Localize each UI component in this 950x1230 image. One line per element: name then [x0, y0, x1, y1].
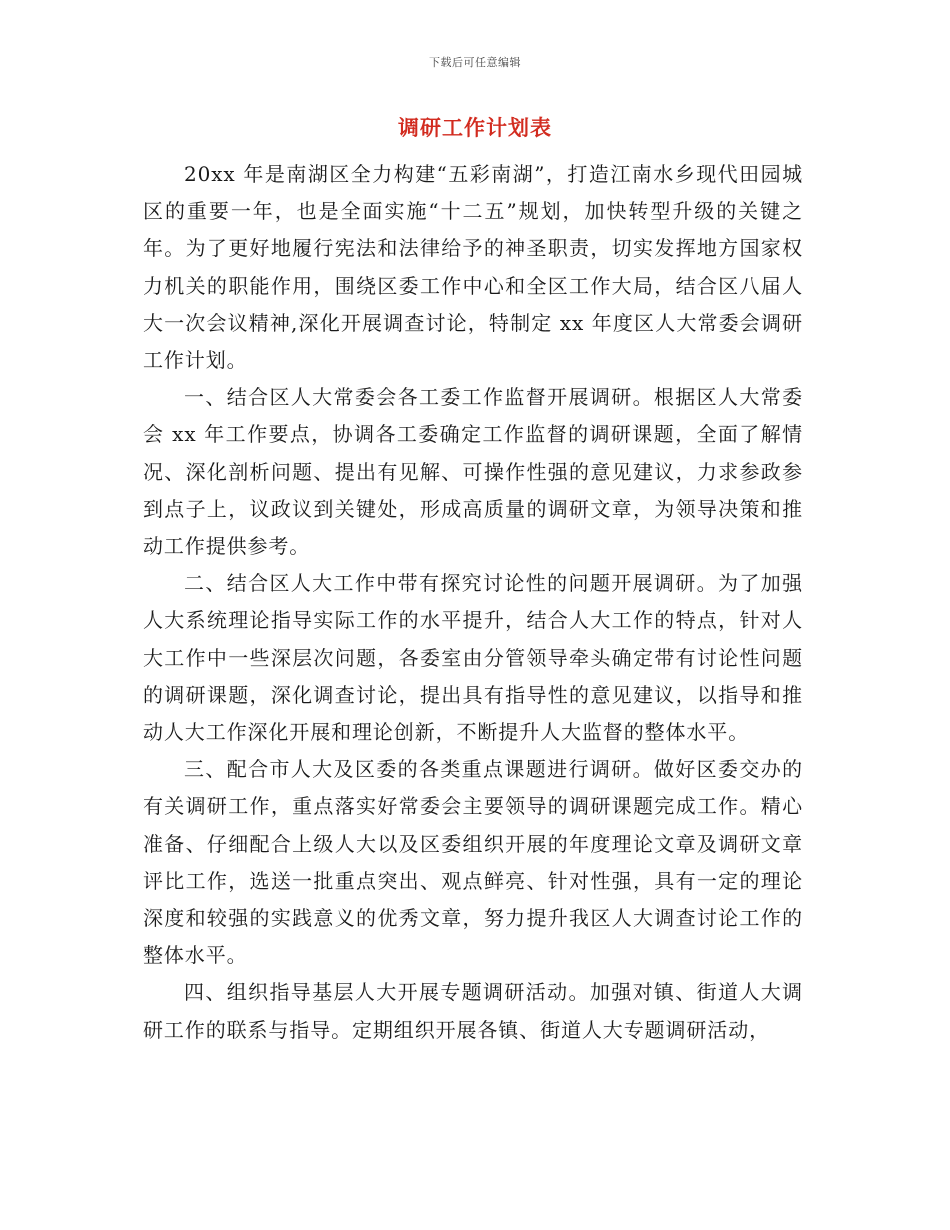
header-note: 下载后可任意编辑 — [429, 56, 521, 69]
paragraph-intro: 20xx 年是南湖区全力构建“五彩南湖”，打造江南水乡现代田园城区的重要一年，也是全面实施“十二五”规划，加快转型升级的关键之年。为了更好地履行宪法和法律给予的神圣职责，切实发挥地方国家权力机关的职能作用，围绕区委工作中心和全区工作大局，结合区八届人大一次会议精神,深化开展调查讨论，特制定 xx 年度区人大常委会调研工作计划。 — [143, 162, 803, 373]
paragraph-item-1: 一、结合区人大常委会各工委工作监督开展调研。根据区人大常委会 xx 年工作要点，协调各工委确定工作监督的调研课题，全面了解情况、深化剖析问题、提出有见解、可操作性强的意见建议，力求参政参到点子上，议政议到关键处，形成高质量的调研文章，为领导决策和推动工作提供参考。 — [143, 385, 803, 559]
paragraph-item-3: 三、配合市人大及区委的各类重点课题进行调研。做好区委交办的有关调研工作，重点落实好常委会主要领导的调研课题完成工作。精心准备、仔细配合上级人大以及区委组织开展的年度理论文章及调研文章评比工作，选送一批重点突出、观点鲜亮、针对性强，具有一定的理论深度和较强的实践意义的优秀文章，努力提升我区人大调查讨论工作的整体水平。 — [143, 757, 803, 968]
document-body — [143, 156, 803, 1049]
document-title: 调研工作计划表 — [398, 116, 552, 140]
paragraph-item-4: 四、组织指导基层人大开展专题调研活动。加强对镇、街道人大调研工作的联系与指导。定期组织开展各镇、街道人大专题调研活动， — [143, 980, 803, 1042]
paragraph-item-2: 二、结合区人大工作中带有探究讨论性的问题开展调研。为了加强人大系统理论指导实际工作的水平提升，结合人大工作的特点，针对人大工作中一些深层次问题，各委室由分管领导牵头确定带有讨论性问题的调研课题，深化调查讨论，提出具有指导性的意见建议，以指导和推动人大工作深化开展和理论创新，不断提升人大监督的整体水平。 — [143, 571, 803, 745]
